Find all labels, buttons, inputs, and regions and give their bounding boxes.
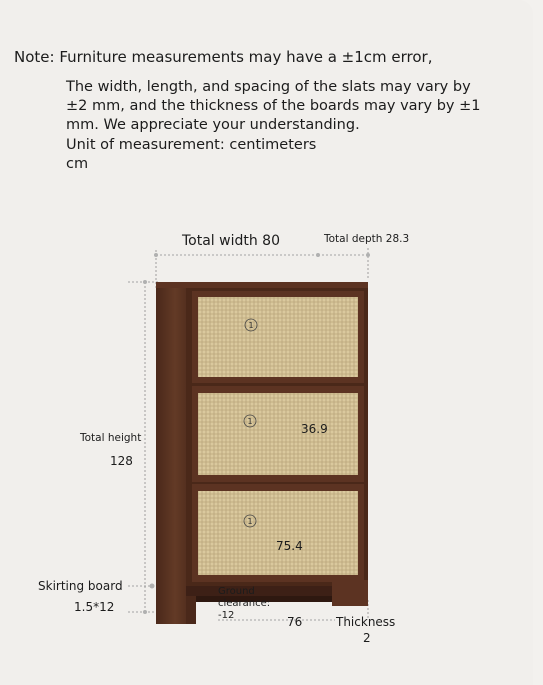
total-width-label: Total width 80	[182, 233, 280, 249]
skirting-value: 1.5*12	[74, 600, 115, 614]
unit-line-1: Unit of measurement: centimeters	[66, 137, 317, 153]
drawer-3-badge-number: 1	[247, 517, 253, 526]
skirting-label: Skirting board	[38, 579, 123, 593]
drawer-1-badge-number: 1	[248, 321, 254, 330]
unit-line-2: cm	[66, 156, 89, 172]
front-leg-right	[332, 580, 368, 606]
front-leg-left	[186, 596, 196, 624]
drawer-2-badge-number: 1	[247, 417, 253, 426]
inner-width-value: 75.4	[276, 539, 303, 553]
total-height-label: Total height	[80, 432, 142, 444]
thickness-label: Thickness	[336, 615, 396, 629]
base-width-value: 76	[287, 615, 303, 629]
cabinet	[156, 282, 368, 624]
note-paragraph: The width, length, and spacing of the slats may vary by ±2 mm, and the thickness of the boards may vary by ±1 mm. We appreciate your understanding.	[66, 79, 481, 133]
ground-clearance-label: Ground clearance: -12	[218, 586, 271, 621]
total-height-value: 128	[110, 454, 133, 468]
thickness-value: 2	[363, 631, 371, 645]
drawer-3-rattan	[198, 491, 358, 575]
note-heading: Note: Furniture measurements may have a ±1cm error,	[14, 48, 433, 66]
total-depth-label: Total depth 28.3	[324, 233, 410, 245]
drawer-height-value: 36.9	[301, 422, 328, 436]
drawer-1-rattan	[198, 297, 358, 377]
drawer-2-rattan	[198, 393, 358, 475]
